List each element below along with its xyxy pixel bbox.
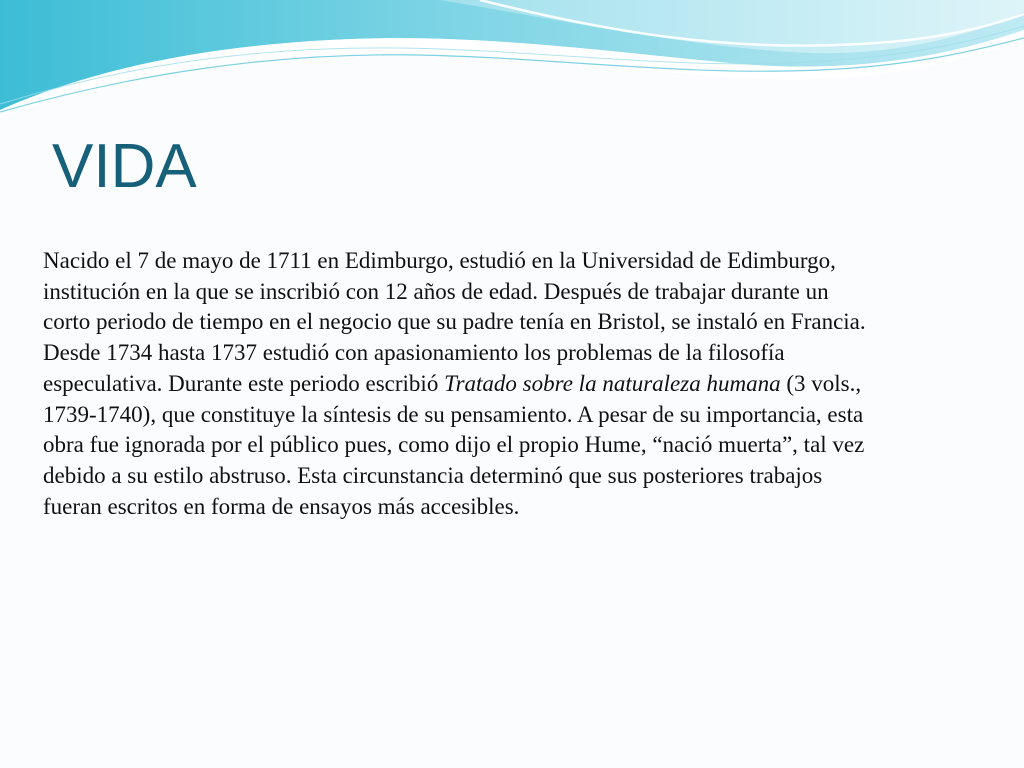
paragraph-text-start: Nacido el 7 de mayo de 1711 en Edimburgo, estudió en la Universidad de Edimburgo, institución en la que se inscribió con 12 años de edad. Después de trabajar durante un corto periodo de tiempo en el negocio que su padre tenía en Bristol, se instaló en Francia. Desde 1734 hasta 1737 estudió con apasionamiento los problemas de la filosofía especulativa. Durante este periodo escribió [43, 248, 866, 396]
book-title: Tratado sobre la naturaleza humana [444, 370, 781, 396]
biography-paragraph [43, 246, 873, 522]
paragraph-text-end: (3 vols., 1739-1740), que constituye la síntesis de su pensamiento. A pesar de su importancia, esta obra fue ignorada por el público pues, como dijo el propio Hume, “nació muerta”, tal vez debido a su estilo abstruso. Esta circunstancia determinó que sus posteriores trabajos fueran escritos en forma de ensayos más accesibles. [43, 370, 865, 519]
slide-title: VIDA [52, 132, 197, 201]
header-wave-decoration [0, 0, 1024, 130]
